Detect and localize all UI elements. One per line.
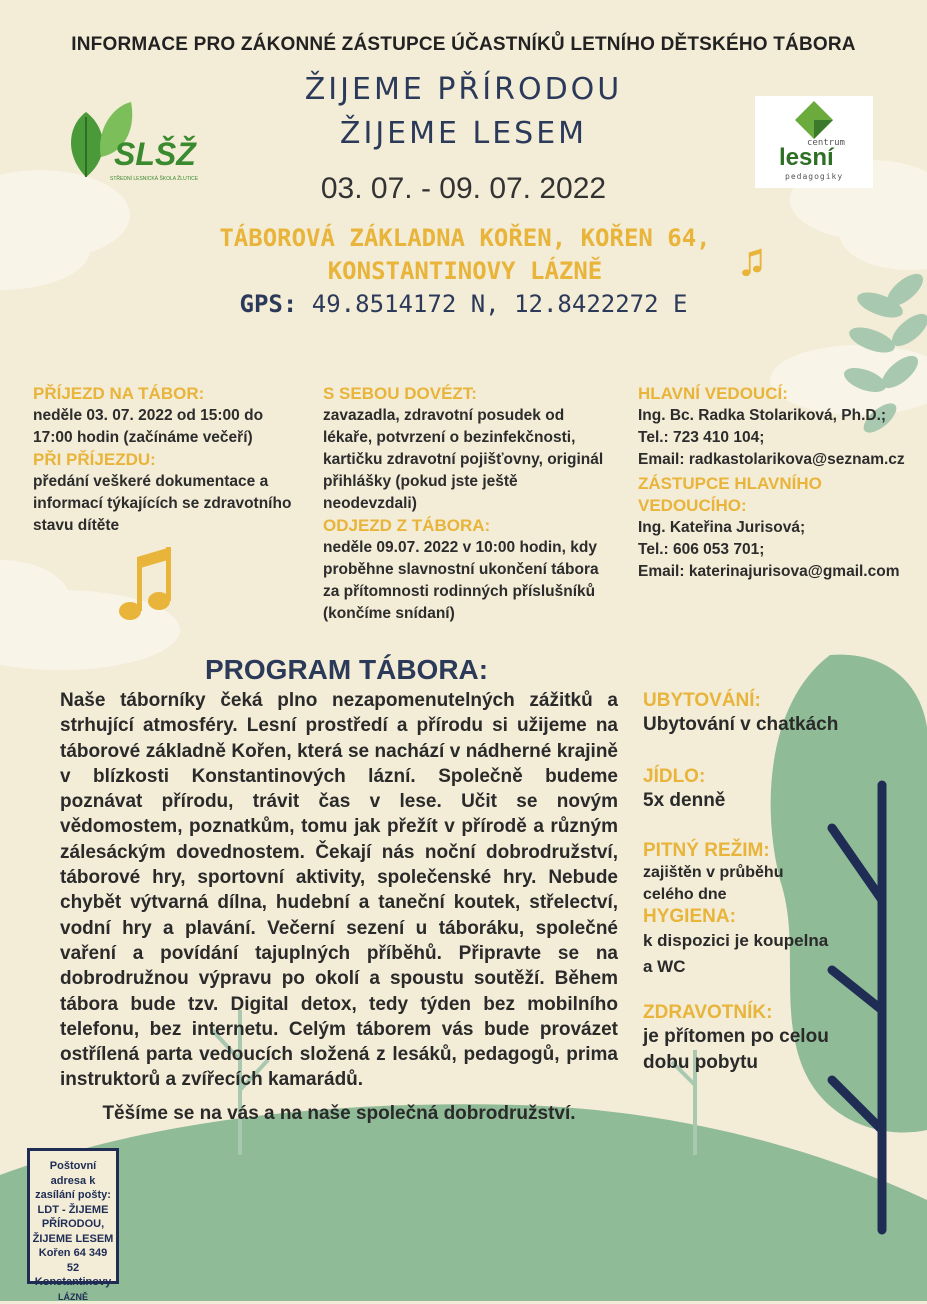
postal-address-last: LÁZNĚ <box>58 1291 88 1302</box>
drinking-text: zajištěn v průběhu celého dne <box>643 864 784 903</box>
bring-label: S SEBOU DOVÉZT: <box>323 384 477 403</box>
page-heading: INFORMACE PRO ZÁKONNÉ ZÁSTUPCE ÚČASTNÍKŮ LETNÍHO DĚTSKÉHO TÁBORA <box>71 34 856 55</box>
program-title: PROGRAM TÁBORA: <box>205 654 489 685</box>
leader-label: HLAVNÍ VEDOUCÍ: <box>638 384 788 403</box>
venue: TÁBOROVÁ ZÁKLADNA KOŘEN, KOŘEN 64, KONSTANTINOVY LÁZNĚ <box>219 224 711 285</box>
slsz-logo-text: SLŠŽ <box>114 136 196 172</box>
arrival-text: neděle 03. 07. 2022 od 15:00 do 17:00 hodin (začínáme večeří) <box>33 407 264 446</box>
title-line-1: ŽIJEME PŘÍRODOU <box>304 72 623 107</box>
music-note-small-icon <box>737 248 767 278</box>
food-text: 5x denně <box>643 790 726 811</box>
arrival-label: PŘÍJEZD NA TÁBOR: <box>33 384 205 403</box>
departure-label: ODJEZD Z TÁBORA: <box>323 516 491 535</box>
bring-text: zavazadla, zdravotní posudek od lékaře, potvrzení o bezinfekčnosti, kartičku zdravotní pojišťovny, originál přihlášky (pokud jste ještě neodevzdali) <box>323 407 604 512</box>
departure-text: neděle 09.07. 2022 v 10:00 hodin, kdy proběhne slavnostní ukončení tábora za přítomnosti rodinných příslušníků (končíme snídaní) <box>323 539 599 622</box>
contacts-section <box>638 383 918 583</box>
logo-lesni: lesní <box>779 144 834 171</box>
postal-address-box <box>27 1148 119 1302</box>
music-note-icon <box>118 545 173 625</box>
title-line-2: ŽIJEME LESEM <box>339 116 588 151</box>
slsz-logo-subtext: STŘEDNÍ LESNICKÁ ŠKOLA ŽLUTICE <box>110 176 199 182</box>
at-arrival-label: PŘI PŘÍJEZDU: <box>33 450 156 469</box>
program-closing: Těšíme se na vás a na naše společná dobrodružství. <box>102 1103 576 1124</box>
side-info <box>643 690 843 1076</box>
leader-name: Ing. Bc. Radka Stolariková, Ph.D.; <box>638 407 887 424</box>
medic-label: ZDRAVOTNÍK: <box>643 1002 773 1023</box>
deputy-label: ZÁSTUPCE HLAVNÍHO VEDOUCÍHO: <box>638 474 822 515</box>
hygiene-text: k dispozici je koupelna a WC <box>643 931 829 976</box>
hygiene-label: HYGIENA: <box>643 906 736 927</box>
camp-dates: 03. 07. - 09. 07. 2022 <box>320 172 607 205</box>
gps-label: GPS: <box>239 290 298 318</box>
postal-address-text: Poštovní adresa k zasílání pošty: LDT - ŽIJEME PŘÍRODOU, ŽIJEME LESEM Kořen 64 349 52 Konstantinovy <box>32 1160 114 1288</box>
leader-tel: Tel.: 723 410 104; <box>638 429 765 446</box>
accommodation-label: UBYTOVÁNÍ: <box>643 690 761 711</box>
medic-text: je přítomen po celou dobu pobytu <box>643 1026 829 1073</box>
gps-value: 49.8514172 N, 12.8422272 E <box>311 290 688 318</box>
program-text: Naše táborníky čeká plno nezapomenutelných zážitků a strhující atmosféry. Lesní prostředí a přírodu si užijeme na táborové základně Kořen, která se nachází v nádherné krajině v blízkosti Konstantinových lázní. Společně budeme poznávat přírodu, trávit čas v lese. Učit se novým vědomostem, poznatkům, tomu jak přežít v přírodě a různým zálesáckým dovednostem. Čekají nás noční dobrodružství, táborové hry, sportovní aktivity, společenské hry. Nebude chybět výtvarná dílna, hudební a taneční koutek, střelectví, vodní hry a plavání. Večerní sezení u táboráku, společné vaření a povídání tajuplných příběhů. Připravte se na dobrodružnou výpravu po okolí a spoustu soutěží. Během tábora bude tzv. Digital detox, tedy týden bez mobilního telefonu, bez internetu. Celým táborem vás bude provázet ostřílená parta vedoucích složená z lesáků, pedagogů, prima instruktorů a zvířecích kamarádů. <box>60 690 618 1091</box>
deputy-email: Email: katerinajurisova@gmail.com <box>638 563 900 580</box>
logo-centrum: centrum <box>807 138 845 148</box>
food-label: JÍDLO: <box>643 766 706 787</box>
arrival-section <box>33 383 305 537</box>
bring-section <box>323 383 613 625</box>
logo-pedagogiky: pedagogiky <box>785 172 844 181</box>
gps-line <box>0 290 927 318</box>
leader-email: Email: radkastolarikova@seznam.cz <box>638 451 905 468</box>
accommodation-text: Ubytování v chatkách <box>643 714 839 735</box>
deputy-name: Ing. Kateřina Jurisová; <box>638 519 806 536</box>
drinking-label: PITNÝ REŽIM: <box>643 840 770 861</box>
deputy-tel: Tel.: 606 053 701; <box>638 541 765 558</box>
at-arrival-text: předání veškeré dokumentace a informací týkajících se zdravotního stavu dítěte <box>33 473 292 534</box>
